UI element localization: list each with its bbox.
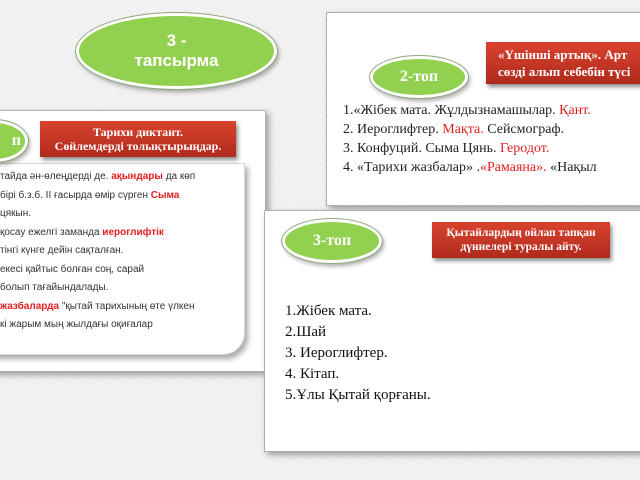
group2-task-box — [486, 42, 640, 84]
group1-line-4: қосау ежелгі заманда иероглифтік — [0, 226, 164, 238]
group3-item-4: 4. Кітап. — [285, 366, 340, 382]
group1-line-8: жазбаларда "қытай тарихының өте үлкен — [0, 300, 195, 312]
group1-line-5: тінгі күнге дейін сақталған. — [0, 245, 124, 256]
group3-item-1: 1.Жібек мата. — [285, 303, 372, 319]
group2-oval — [370, 56, 468, 98]
group3-item-5: 5.Ұлы Қытай қорғаны. — [285, 387, 431, 403]
group2-label: 2-топ — [399, 68, 439, 85]
group1-line-1: тайда ән-өлеңдерді де. ақындары да көп — [0, 171, 196, 182]
group3-box-line2: дүниелері туралы айту. — [460, 241, 582, 253]
group2-box-line2: сөзді алып себебін түсі — [498, 64, 631, 79]
group3-items — [285, 301, 431, 406]
task-number: 3 - — [166, 31, 187, 50]
group1-line-7: болып тағайындалады. — [0, 282, 109, 293]
group3-label: 3-топ — [312, 232, 352, 249]
group1-label: п — [11, 132, 21, 149]
group2-item-1: 1.«Жібек мата. Жұлдызнамашылар. Қант. — [343, 103, 591, 118]
group2-item-4: 4. «Тарихи жазбалар» .«Рамаяна». «Нақыл — [343, 160, 597, 175]
group1-line-9: кі жарым мың жылдағы оқиғалар — [0, 319, 153, 330]
group1-box-line1: Тарихи диктант. — [92, 125, 184, 139]
task-oval — [76, 13, 277, 89]
group1-line-6: екесі қайтыс болған соң, сарай — [0, 263, 145, 275]
group2-items — [343, 101, 597, 177]
group1-card — [0, 163, 245, 355]
group1-line-3: цякын. — [0, 208, 32, 219]
group1-task-box — [40, 121, 236, 157]
group1-line-2: бірі б.з.б. II ғасырда өмір сүрген Сыма — [0, 189, 180, 201]
group3-item-2: 2.Шай — [285, 324, 327, 340]
group2-box-line1: «Үшінші артық». Арт — [498, 47, 628, 62]
task-title: тапсырма — [134, 51, 219, 70]
group2-item-2: 2. Иероглифтер. Мақта. Сейсмограф. — [343, 122, 565, 137]
group3-oval — [282, 219, 382, 263]
group3-task-box — [432, 222, 610, 258]
group1-box-line2: Сөйлемдерді толықтырыңдар. — [54, 139, 222, 153]
group3-item-3: 3. Иероглифтер. — [285, 345, 388, 361]
group3-box-line1: Қытайлардың ойлап тапқан — [446, 227, 596, 239]
group2-item-3: 3. Конфуций. Сыма Цянь. Геродот. — [343, 141, 550, 156]
